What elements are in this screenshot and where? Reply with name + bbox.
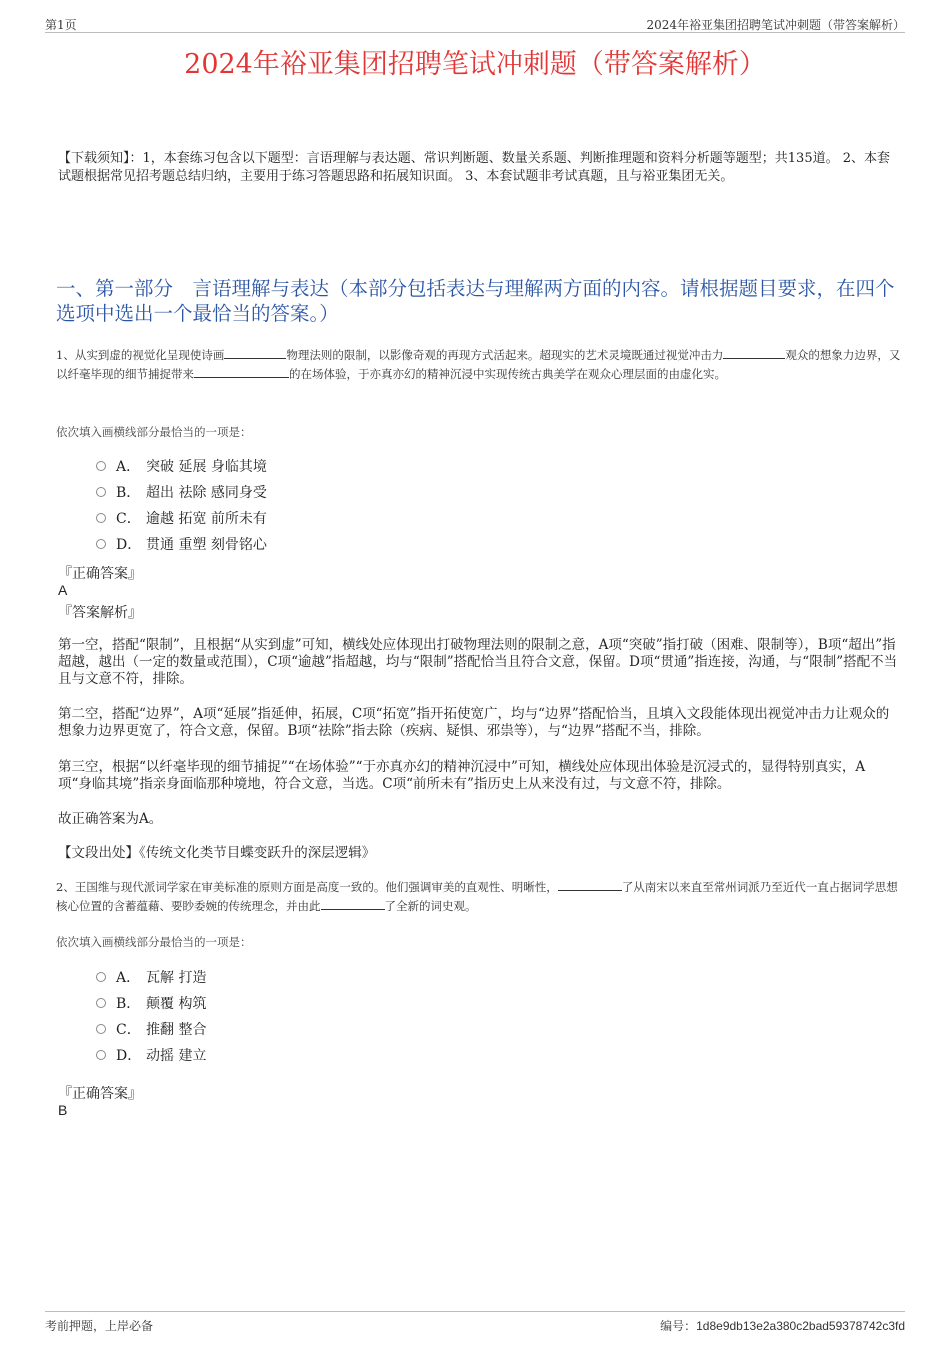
fill-blank <box>194 365 289 378</box>
page-footer <box>45 1311 905 1334</box>
radio-icon[interactable] <box>96 513 106 523</box>
question-1-instruction: 依次填入画横线部分最恰当的一项是： <box>56 425 252 439</box>
option-c[interactable]: C． 推翻 整合 <box>96 1016 206 1042</box>
option-d[interactable]: D． 贯通 重塑 刻骨铭心 <box>96 531 267 557</box>
option-a[interactable]: A． 瓦解 打造 <box>96 964 206 990</box>
footer-slogan: 考前押题，上岸必备 <box>45 1319 154 1333</box>
page-number: 第1页 <box>45 18 77 32</box>
analysis-paragraph-1: 第一空，搭配“限制”，且根据“从实到虚”可知，横线处应体现出打破物理法则的限制之意，A项“突破”指打破（困难、限制等），B项“超出”指超越，越出（一定的数量或范围），C项“逾越”指超越，均与“限制”搭配恰当且符合文意，保留。D项“贯通”指连接，沟通，与“限制”搭配不当且与文意不符，排除。 <box>58 637 898 687</box>
text-source: 【文段出处】《传统文化类节目蝶变跃升的深层逻辑》 <box>58 845 376 861</box>
answer-value: A <box>58 582 68 598</box>
fill-blank <box>723 346 785 359</box>
analysis-label: 『答案解析』 <box>58 605 142 621</box>
answer-label: 『正确答案』 <box>58 566 142 582</box>
radio-icon[interactable] <box>96 972 106 982</box>
option-a[interactable]: A． 突破 延展 身临其境 <box>96 453 267 479</box>
radio-icon[interactable] <box>96 539 106 549</box>
header-doc-title: 2024年裕亚集团招聘笔试冲刺题（带答案解析） <box>646 18 905 32</box>
question-1-options <box>96 453 267 557</box>
analysis-paragraph-3: 第三空，根据“以纤毫毕现的细节捕捉”“在场体验”“于亦真亦幻的精神沉浸中”可知，横线处应体现出体验是沉浸式的，显得特别真实，A项“身临其境”指亲身面临那种境地，符合文意，当选。C项“前所未有”指历史上从来没有过，与文意不符，排除。 <box>58 759 866 792</box>
footer-code: 编号：1d8e9db13e2a380c2bad59378742c3fd <box>660 1319 905 1333</box>
analysis-conclusion: 故正确答案为A。 <box>58 811 163 827</box>
radio-icon[interactable] <box>96 998 106 1008</box>
analysis-paragraph-2: 第二空，搭配“边界”，A项“延展”指延伸，拓展，C项“拓宽”指开拓使宽广，均与“边界”搭配恰当，且填入文段能体现出视觉冲击力让观众的想象力边界更宽了，符合文意，保留。B项“祛除”指去除（疾病、疑惧、邪祟等），与“边界”搭配不当，排除。 <box>58 706 890 739</box>
answer-label: 『正确答案』 <box>58 1086 142 1102</box>
option-c[interactable]: C． 逾越 拓宽 前所未有 <box>96 505 267 531</box>
fill-blank <box>224 346 286 359</box>
radio-icon[interactable] <box>96 461 106 471</box>
download-notice: 【下载须知】：1，本套练习包含以下题型：言语理解与表达题、常识判断题、数量关系题、判断推理题和资料分析题等题型；共135道。 2、本套试题根据常见招考题总结归纳，主要用于练习答题思路和拓展知识面。 3、本套试题非考试真题，且与裕亚集团无关。 <box>58 151 890 184</box>
section-title: 一、第一部分 言语理解与表达（本部分包括表达与理解两方面的内容。请根据题目要求，在四个选项中选出一个最恰当的答案。） <box>56 277 895 325</box>
option-b[interactable]: B． 颠覆 构筑 <box>96 990 206 1016</box>
option-d[interactable]: D． 动摇 建立 <box>96 1042 206 1068</box>
document-title: 2024年裕亚集团招聘笔试冲刺题（带答案解析） <box>184 49 766 80</box>
question-2-options <box>96 964 206 1068</box>
radio-icon[interactable] <box>96 1024 106 1034</box>
radio-icon[interactable] <box>96 487 106 497</box>
answer-value: B <box>58 1102 68 1118</box>
question-1-text: 1、从实到虚的视觉化呈现使诗画 物理法则的限制，以影像奇观的再现方式活起来。超现实的艺术灵境既通过视觉冲击力 观众的想象力边界，又以纤毫毕现的细节捕捉带来 的在场体验，于亦真亦幻的精神沉浸中实现传统古典美学在观众心理层面的由虚化实。 <box>56 348 901 381</box>
option-b[interactable]: B． 超出 祛除 感同身受 <box>96 479 267 505</box>
radio-icon[interactable] <box>96 1050 106 1060</box>
page-header <box>45 14 905 33</box>
fill-blank <box>321 897 385 910</box>
question-2-text: 2、王国维与现代派词学家在审美标准的原则方面是高度一致的。他们强调审美的直观性、明晰性， 了从南宋以来直至常州词派乃至近代一直占据词学思想核心位置的含蓄蕴藉、要眇委婉的传统理念，并由此 了全新的词史观。 <box>56 880 898 913</box>
question-2-instruction: 依次填入画横线部分最恰当的一项是： <box>56 935 252 949</box>
fill-blank <box>558 878 622 891</box>
